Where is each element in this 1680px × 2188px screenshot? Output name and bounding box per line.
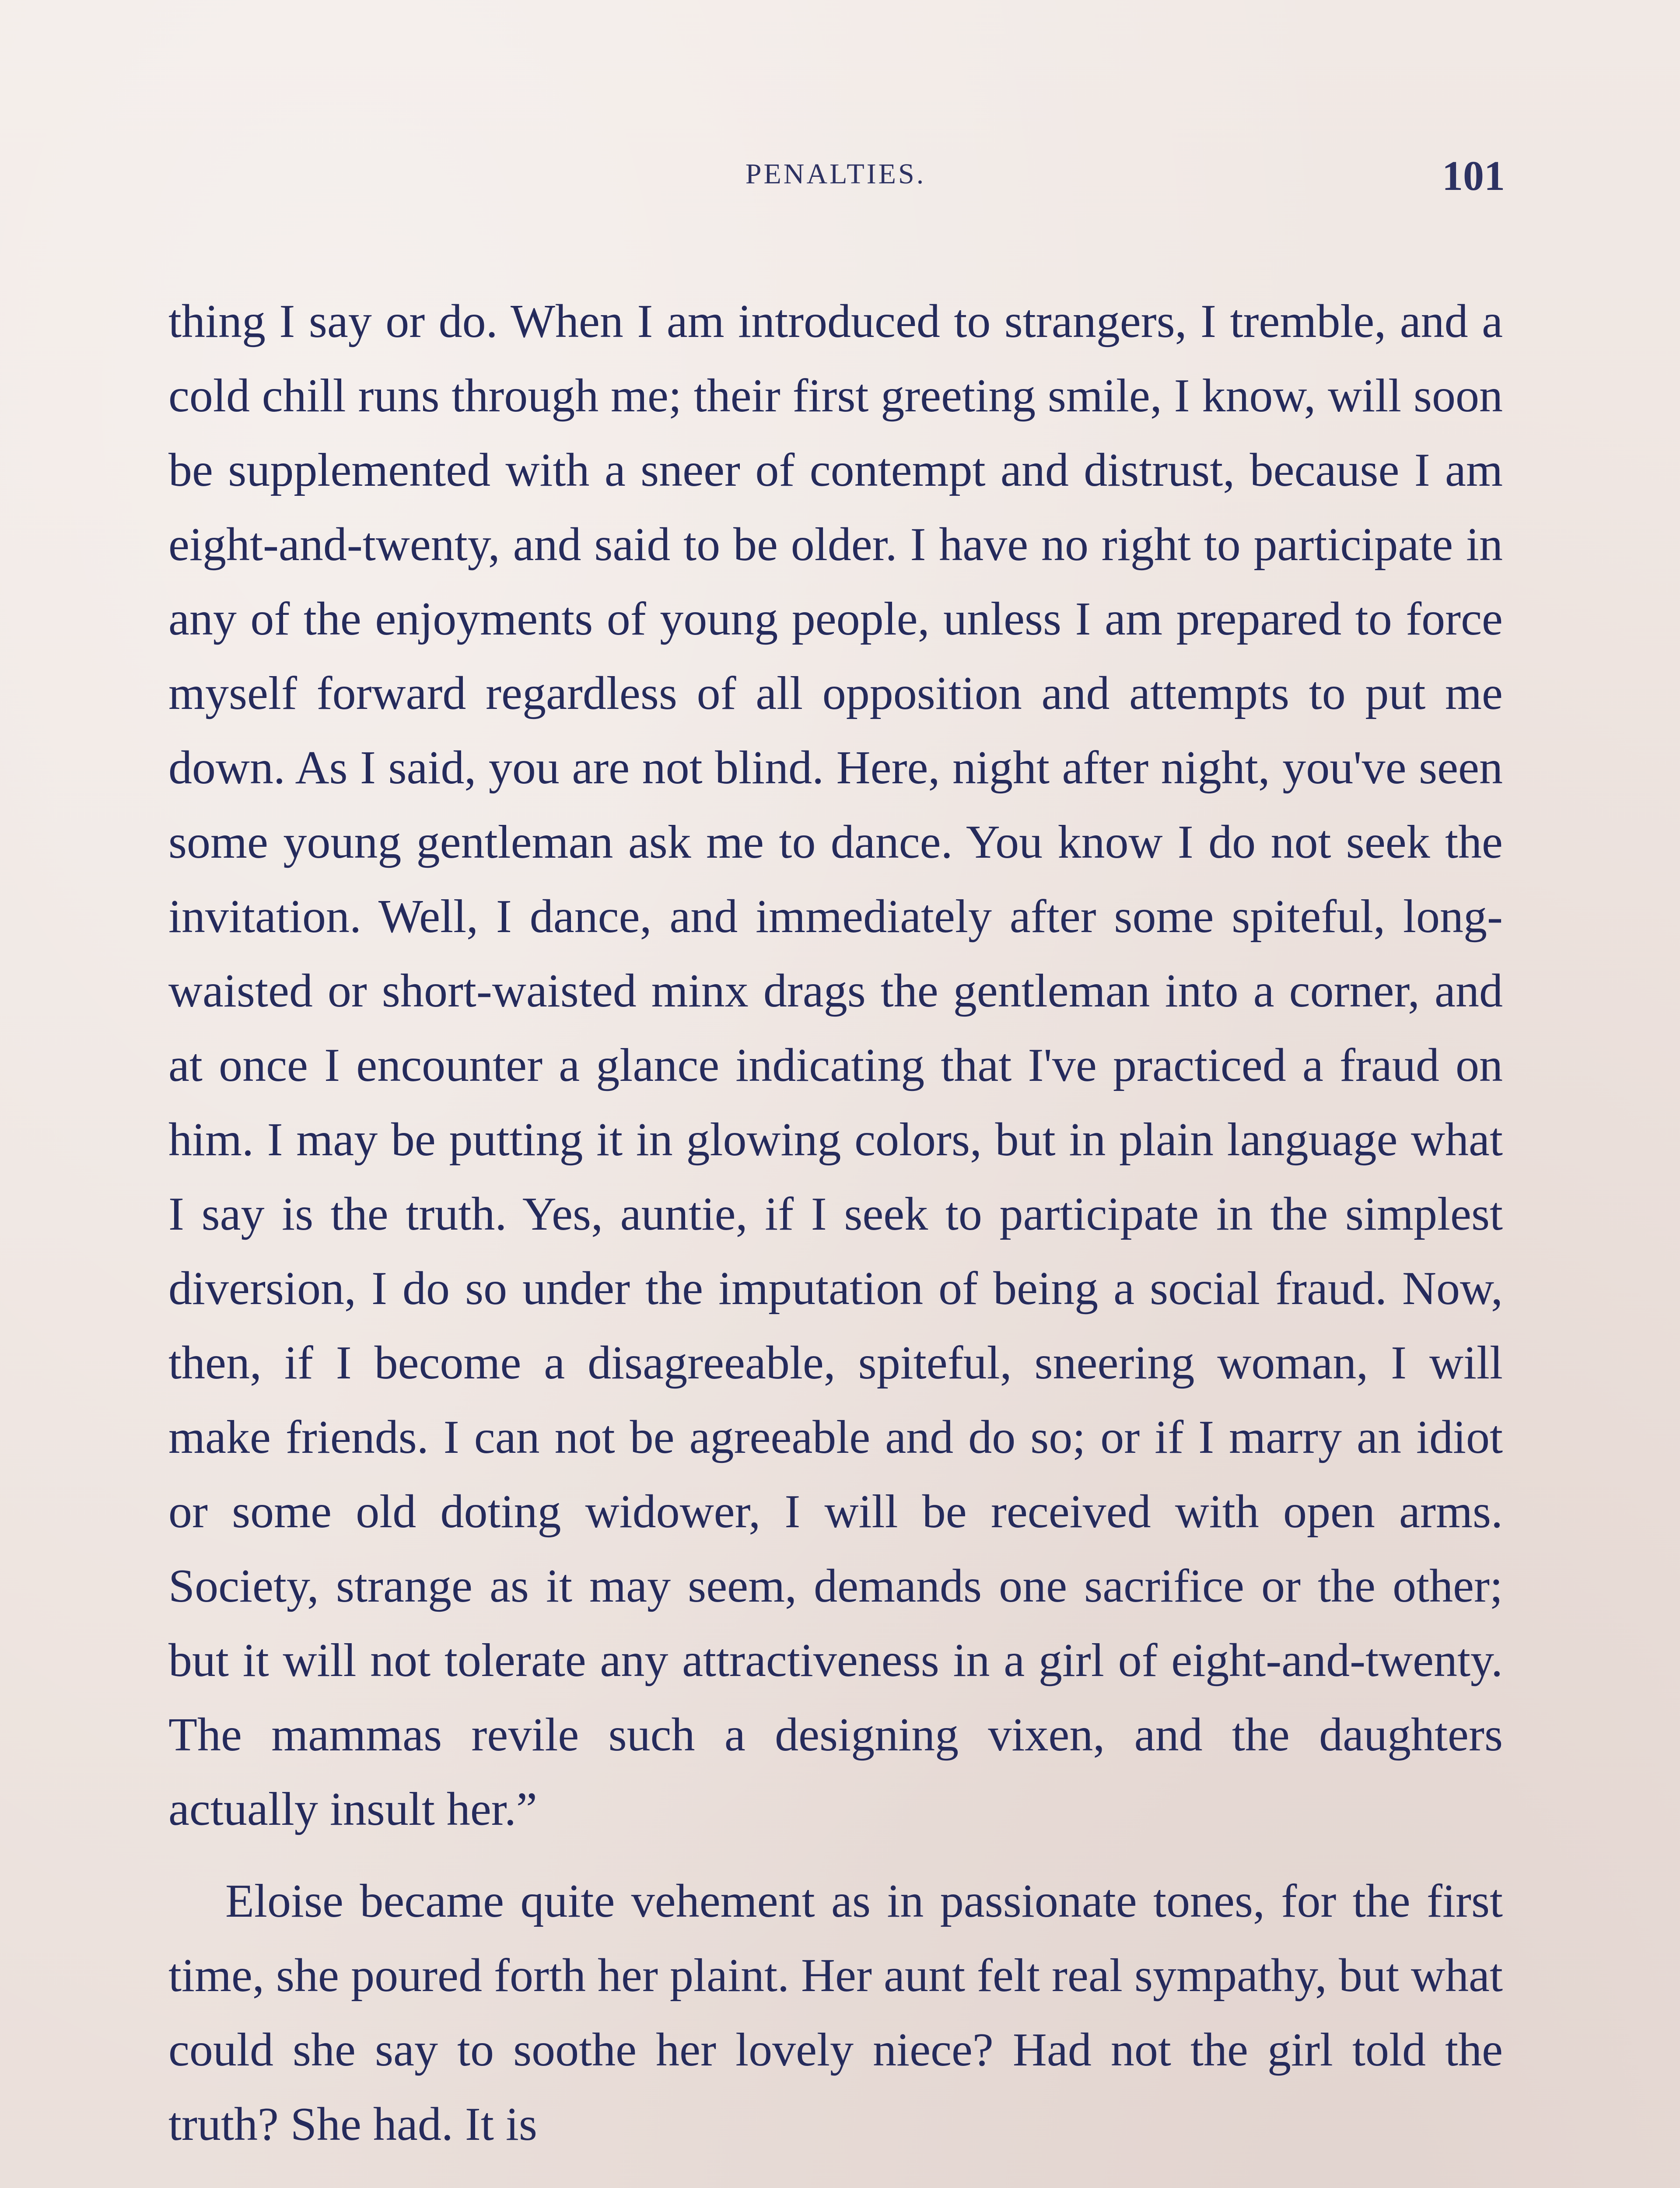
running-title: PENALTIES.	[745, 158, 926, 190]
running-head	[166, 152, 1505, 210]
body-text	[168, 284, 1503, 2162]
paragraph-2: Eloise became quite vehement as in passionate tones, for the first time, she poured forth her plaint. Her aunt felt real sympathy, but what could she say to soothe her lovely niece? Had not the girl told the truth? She had. It is	[168, 1875, 1503, 2150]
page-number: 101	[1442, 152, 1505, 199]
paragraph-1: thing I say or do. When I am introduced to strangers, I tremble, and a cold chill runs through me; their first greeting smile, I know, will soon be supplemented with a sneer of contempt and distrust, because I am eight-and-twenty, and said to be older. I have no right to participate in any of the enjoyments of young people, unless I am prepared to force myself forward regardless of all opposition and attempts to put me down. As I said, you are not blind. Here, night after night, you've seen some young gentleman ask me to dance. You know I do not seek the invitation. Well, I dance, and immediately after some spiteful, long-waisted or short-waisted minx drags the gentleman into a corner, and at once I encounter a glance indicating that I've practiced a fraud on him. I may be putting it in glowing colors, but in plain language what I say is the truth. Yes, auntie, if I seek to participate in the simplest diversion, I do so under the imputation of being a social fraud. Now, then, if I become a disagreeable, spiteful, sneering woman, I will make friends. I can not be agreeable and do so; or if I marry an idiot or some old doting widower, I will be received with open arms. Society, strange as it may seem, demands one sacrifice or the other; but it will not tolerate any attractiveness in a girl of eight-and-twenty. The mammas revile such a designing vixen, and the daughters actually insult her.”	[168, 295, 1503, 1835]
